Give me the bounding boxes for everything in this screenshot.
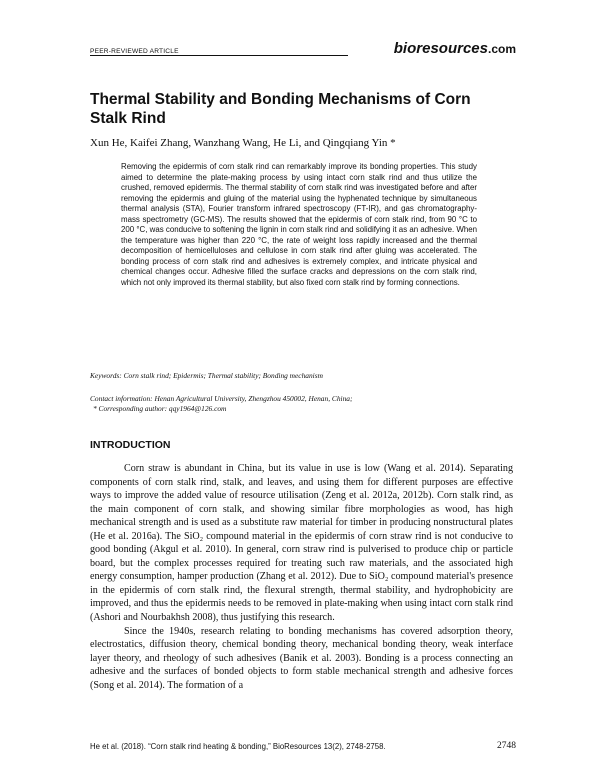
abstract: Removing the epidermis of corn stalk rind can remarkably improve its bonding properties. This study aimed to determine the plate-making process by using intact corn stalk rind and thus utilize the crushed, removed epidermis. The thermal stability of corn stalk rind was investigated before and after removing the epidermis and gluing of the material using the hyphenated technique by simultaneous thermal analysis (STA), Fourier transform infrared spectroscopy (FT-IR), and gas chromatography-mass spectrometry (GC-MS). The results showed that the epidermis of corn stalk rind, from 90 °C to 200 °C, was conducive to softening the lignin in corn stalk rind and solidifying it as an adhesive. When the temperature was higher than 220 °C, the rate of weight loss rapidly increased and the thermal decomposition of hemicelluloses and cellulose in corn stalk rind after gluing was accelerated. The bonding process of corn stalk rind and adhesives is extremely complex, and intricate physical and chemical changes occur. Adhesive filled the surface cracks and depressions on the corn stalk rind, which not only improved its thermal stability, but also fixed corn stalk rind by forming connections. — [121, 162, 477, 288]
corresponding-author: * Corresponding author: qqy1964@126.com — [93, 404, 227, 413]
page-header — [90, 40, 516, 60]
logo-main: bioresources — [393, 40, 488, 57]
paragraph: Corn straw is abundant in China, but its value in use is low (Wang et al. 2014). Separating components of corn stalk rind, stalk, and leaves, and using them for different purposes are effective ways to improve the added value of resource utilisation (Zeng et al. 2012a, 2012b). Corn stalk rind, as the main component of corn stalk, and showing similar fibre morphologies as wood, has high mechanical strength and is used as a substitute raw material for timber in producing nonstructural plates (He et al. 2016a). The SiO₂ compound material in the epidermis of corn straw rind is not conducive to good bonding (Akgul et al. 2010). In general, corn straw rind is pulverised to produce chip or particle board, but the complex processes required for treating such raw materials, and the associated high energy consumption, hamper production (Zhang et al. 2012). Due to SiO₂ compound material's presence in the epidermis of corn stalk rind, the flexural strength, thermal stability, and hydrophobicity are improved, and thus the epidermis needs to be removed in plate-making when using intact corn stalk rind (Ashori and Nourbakhsh 2008), thus justifying this research. — [90, 463, 513, 624]
body-text — [90, 462, 513, 692]
paragraph: Since the 1940s, research relating to bonding mechanisms has covered adsorption theory, electrostatics, diffusion theory, chemical bonding theory, mechanical bonding theory, weak interface layer theory, and rheology of such adhesives (Banik et al. 2003). Bonding is a process connecting an adhesive and the surfaces of bonded objects to form stable mechanical strength and adhesive forces (Song et al. 2014). The formation of a — [90, 625, 513, 691]
journal-logo — [394, 40, 516, 57]
page-number: 2748 — [497, 741, 516, 751]
logo-domain: .com — [487, 42, 516, 56]
contact-info — [90, 394, 520, 414]
keywords: Keywords: Corn stalk rind; Epidermis; Thermal stability; Bonding mechanism — [90, 371, 323, 380]
affiliation: Contact information: Henan Agricultural University, Zhengzhou 450002, Henan, China; — [90, 394, 353, 403]
header-rule — [90, 55, 348, 56]
article-type-tag: PEER-REVIEWED ARTICLE — [90, 48, 179, 55]
article-title: Thermal Stability and Bonding Mechanisms of Corn Stalk Rind — [90, 91, 471, 127]
section-heading: INTRODUCTION — [90, 439, 171, 451]
author-list: Xun He, Kaifei Zhang, Wanzhang Wang, He Li, and Qingqiang Yin * — [90, 137, 396, 149]
footer-citation: He et al. (2018). “Corn stalk rind heating & bonding,” BioResources 13(2), 2748-2758. — [90, 742, 386, 751]
